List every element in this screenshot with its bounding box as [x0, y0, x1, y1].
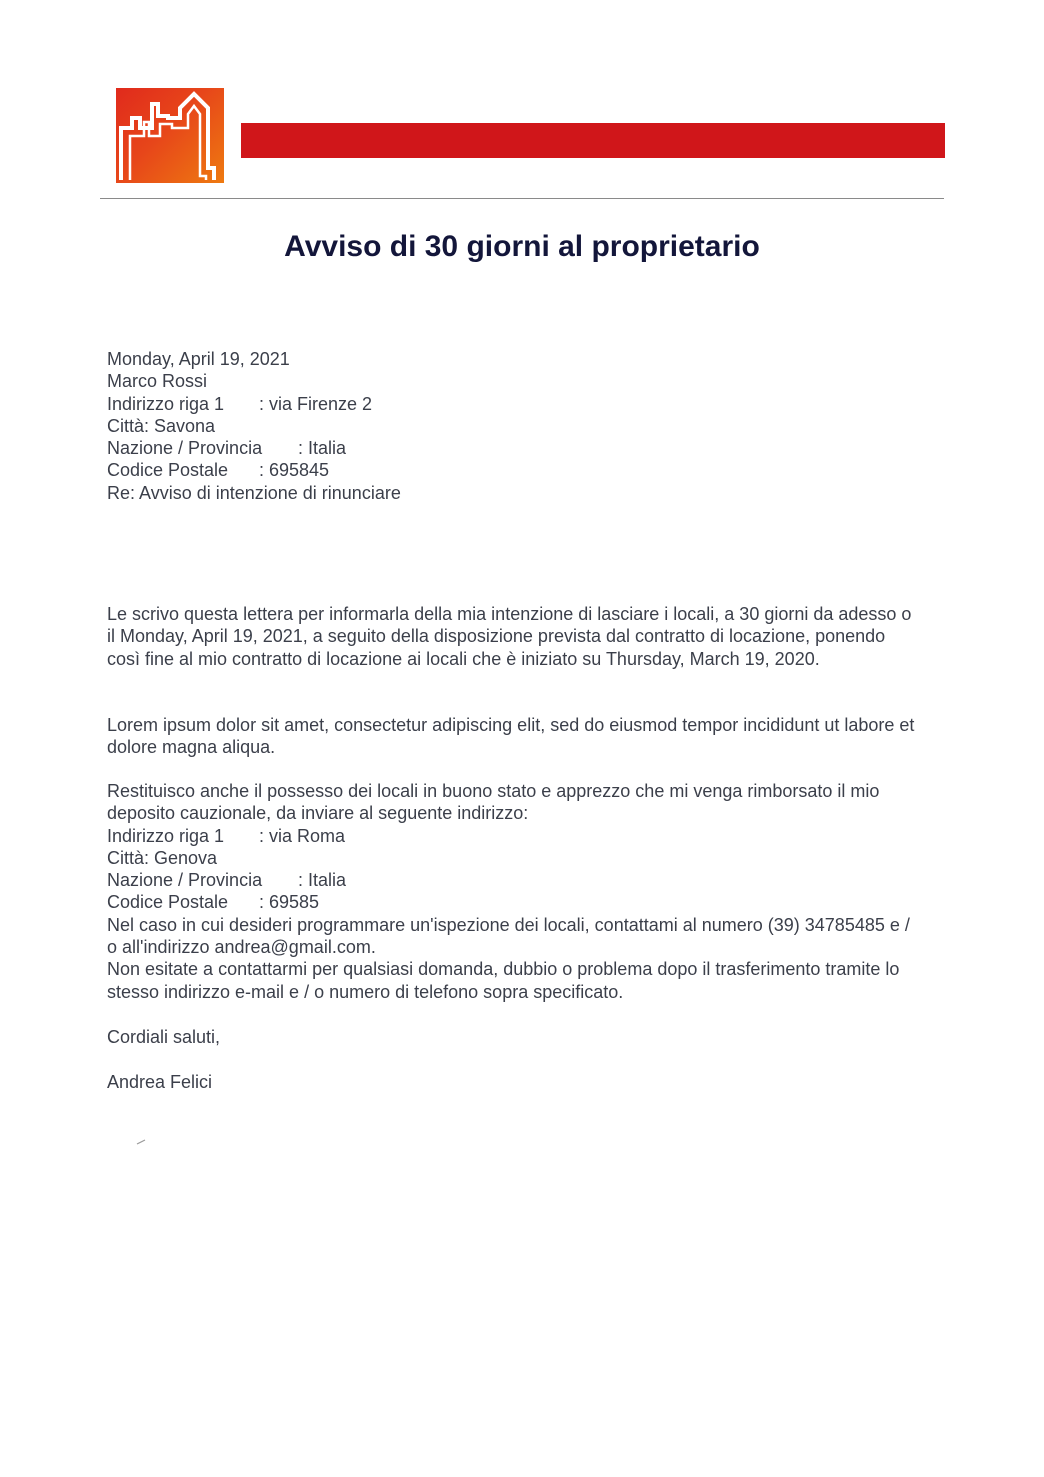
return-postal-value: : 69585: [259, 892, 320, 913]
return-postal-label: Codice Postale: [107, 892, 229, 913]
letter-date: Monday, April 19, 2021: [107, 349, 290, 369]
recipient-city: Città: Savona: [107, 415, 216, 436]
address-label: Indirizzo riga 1: [107, 393, 225, 414]
postal-label: Codice Postale: [107, 460, 229, 481]
return-country-value: : Italia: [298, 870, 347, 891]
recipient-block: [107, 348, 401, 504]
body-paragraph-2: Lorem ipsum dolor sit amet, consectetur adipiscing elit, sed do eiusmod tempor incididunt ut labore et dolore magna aliqua.: [107, 715, 915, 758]
body-paragraph-1: Le scrivo questa lettera per informarla della mia intenzione di lasciare i locali, a 30 giorni da adesso o il Monday, April 19, 2021, a seguito della disposizione prevista dal contratto di locazione, ponendo così fine al mio contratto di locazione ai locali che è iniziato su Thursday, March 19, 2020.: [107, 604, 912, 669]
body-paragraph-3: Restituisco anche il possesso dei locali in buono stato e apprezzo che mi venga rimborsato il mio deposito cauzionale, da inviare al seguente indirizzo:: [107, 781, 880, 824]
recipient-address: [107, 393, 401, 415]
inspection-text: Nel caso in cui desideri programmare un'ispezione dei locali, contattami al numero (39) 34785485 e / o all'indirizzo andrea@gmail.com.: [107, 914, 910, 958]
closing: Cordiali saluti,: [107, 1027, 221, 1047]
return-address-value: : via Roma: [259, 825, 346, 846]
header-divider: [100, 198, 944, 199]
return-postal: [107, 891, 917, 913]
return-city: Città: Genova: [107, 847, 218, 868]
recipient-country: [107, 437, 401, 459]
body-section-3: [107, 780, 917, 1003]
return-address-label: Indirizzo riga 1: [107, 825, 225, 846]
signature-name: Andrea Felici: [107, 1072, 213, 1092]
postal-value: : 695845: [259, 460, 330, 481]
signature-mark: [136, 1132, 148, 1150]
address-value: : via Firenze 2: [259, 393, 373, 414]
contact-text: Non esitate a contattarmi per qualsiasi domanda, dubbio o problema dopo il trasferimento tramite lo stesso indirizzo e-mail e / o numero di telefono sopra specificato.: [107, 959, 900, 1002]
return-country-label: Nazione / Provincia: [107, 870, 263, 891]
recipient-postal: [107, 459, 401, 481]
building-logo-icon: [116, 88, 224, 183]
return-address: [107, 825, 917, 847]
letter-subject: Re: Avviso di intenzione di rinunciare: [107, 482, 401, 503]
country-label: Nazione / Provincia: [107, 438, 263, 459]
return-country: [107, 869, 917, 891]
country-value: : Italia: [298, 438, 347, 459]
recipient-name: Marco Rossi: [107, 371, 208, 392]
header-bar: [241, 123, 945, 158]
document-title: Avviso di 30 giorni al proprietario: [284, 230, 760, 263]
